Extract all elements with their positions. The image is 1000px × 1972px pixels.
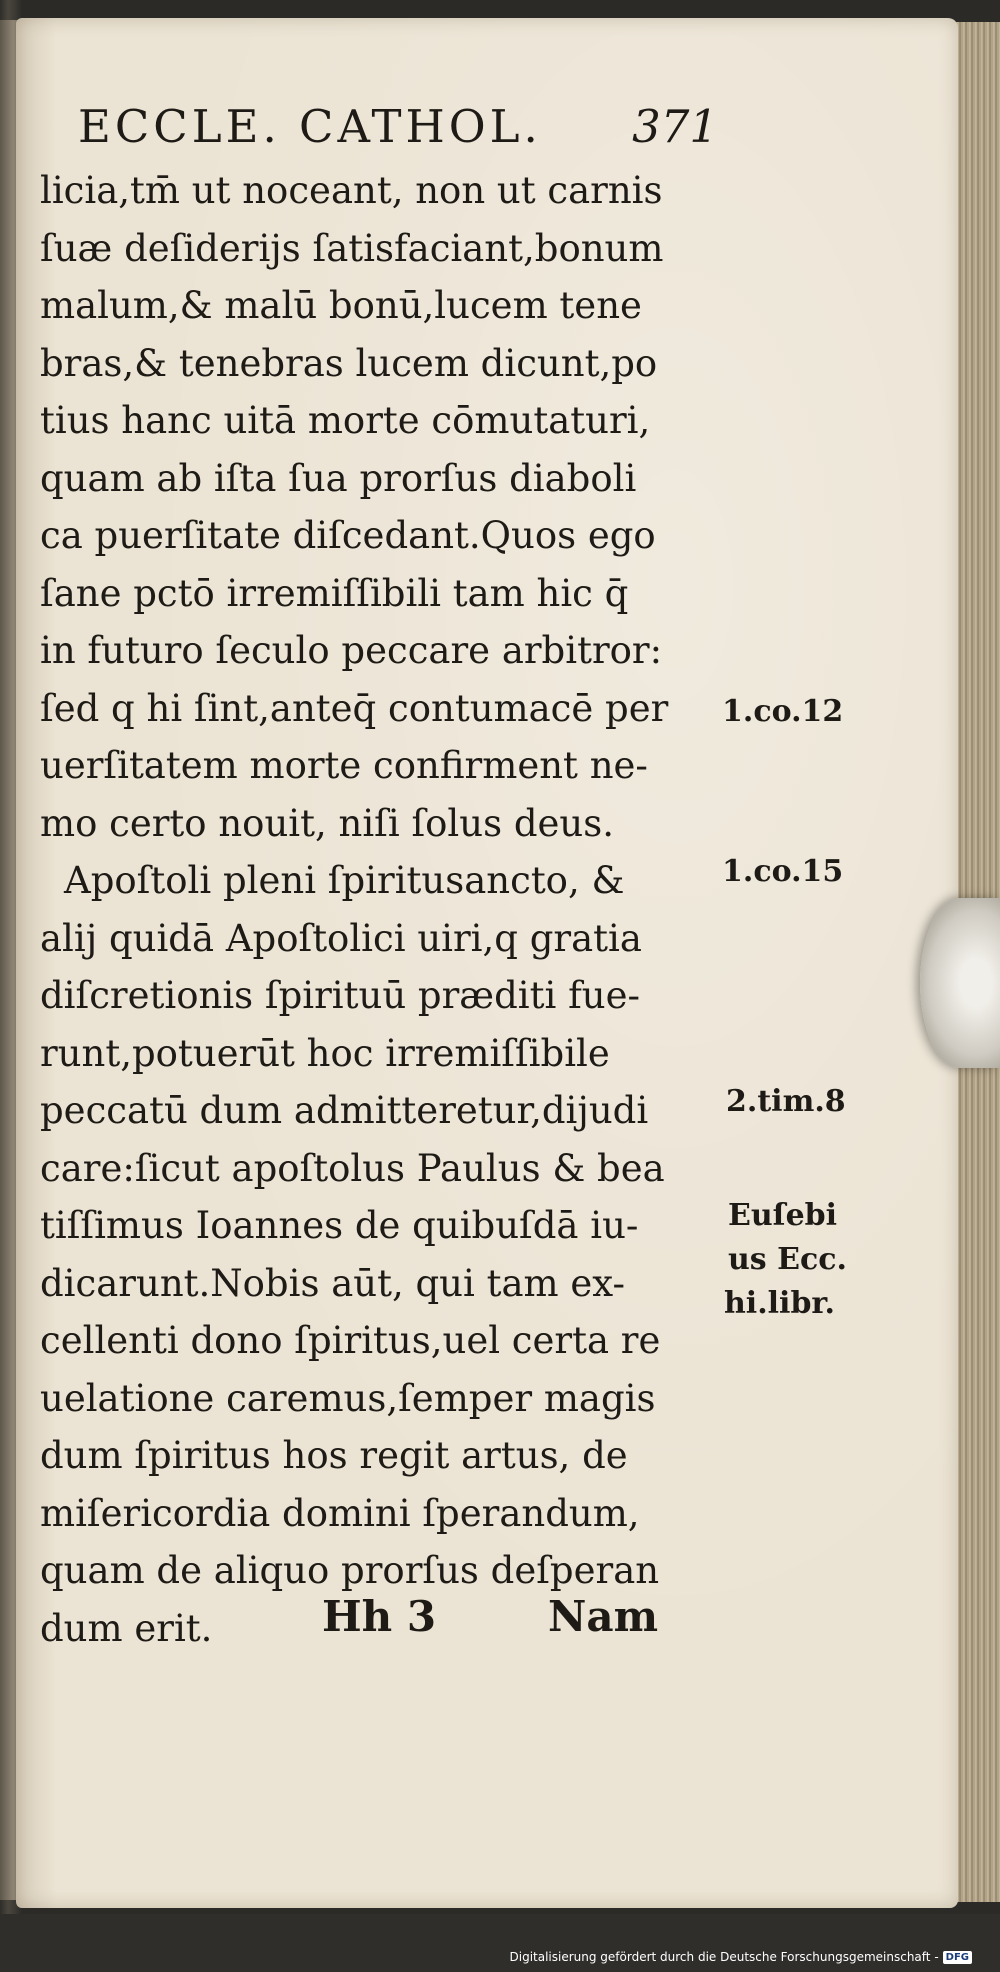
text-line: quam de aliquo prorſus deſperan	[40, 1549, 660, 1592]
text-line: mo certo nouit, niſi ſolus deus.	[40, 801, 614, 845]
credit-text: Digitalisierung gefördert durch die Deutsche Forschungsgemeinschaft -	[509, 1950, 939, 1964]
text-line: tius hanc uitā morte cōmutaturi,	[40, 399, 651, 442]
page-number: 371	[632, 100, 718, 153]
text-line: uerſitatem morte confirment ne-	[40, 744, 648, 787]
margin-note-1: 1.co.12	[722, 694, 844, 729]
text-line: miſericordia domini ſperandum,	[40, 1491, 640, 1535]
margin-note-2: 1.co.15	[722, 854, 844, 889]
margin-note-4-line-3: hi.libr.	[724, 1286, 835, 1321]
catchword: Nam	[548, 1592, 659, 1641]
dfg-logo-icon: DFG	[943, 1951, 972, 1964]
text-line: ſuæ deſiderijs ſatisfaciant,bonum	[40, 226, 664, 270]
running-head-title: ECCLE. CATHOL.	[78, 100, 542, 153]
text-line: runt,potuerūt hoc irremiſſibile	[40, 1031, 610, 1075]
text-line: dum ſpiritus hos regit artus, de	[40, 1434, 628, 1477]
margin-note-4-line-2: us Ecc.	[728, 1242, 847, 1277]
text-line: malum,& malū bonū,lucem tene	[40, 284, 642, 327]
page-clip	[920, 898, 1000, 1068]
text-line: care:ſicut apoſtolus Paulus & bea	[40, 1146, 665, 1190]
text-line: bras,& tenebras lucem dicunt,po	[40, 341, 658, 385]
text-line: tiſſimus Ioannes de quibuſdā iu-	[40, 1204, 639, 1247]
text-line: quam ab iſta ſua prorſus diaboli	[40, 456, 637, 500]
text-line: uelatione caremus,ſemper magis	[40, 1376, 656, 1420]
text-line: alij quidā Apoſtolici uiri,q gratia	[40, 916, 642, 960]
text-line: cellenti dono ſpiritus,uel certa re	[40, 1319, 661, 1362]
text-line: Apoſtoli pleni ſpiritusancto, &	[64, 859, 625, 902]
text-line: licia,tm̄ ut noceant, non ut carnis	[40, 169, 663, 212]
margin-note-3: 2.tim.8	[726, 1084, 846, 1119]
digitization-credit	[510, 1950, 973, 1964]
text-line: ſed q hi ſint,anteq̄ contumacē per	[40, 686, 669, 730]
text-line: in futuro ſeculo peccare arbitror:	[40, 629, 663, 672]
text-line: dicarunt.Nobis aūt, qui tam ex-	[40, 1261, 625, 1305]
text-line: diſcretionis ſpirituū præditi fue-	[40, 974, 640, 1017]
text-line: peccatū dum admitteretur,dijudi	[40, 1089, 649, 1132]
running-head	[78, 100, 718, 153]
body-text	[40, 162, 720, 1657]
margin-note-4-line-1: Euſebi	[728, 1198, 838, 1233]
signature-mark: Hh 3	[322, 1592, 437, 1641]
text-line: ca puerſitate diſcedant.Quos ego	[40, 514, 656, 557]
text-line: ſane pctō irremiſſibili tam hic q̄	[40, 571, 629, 615]
text-line: dum erit.	[40, 1606, 213, 1650]
